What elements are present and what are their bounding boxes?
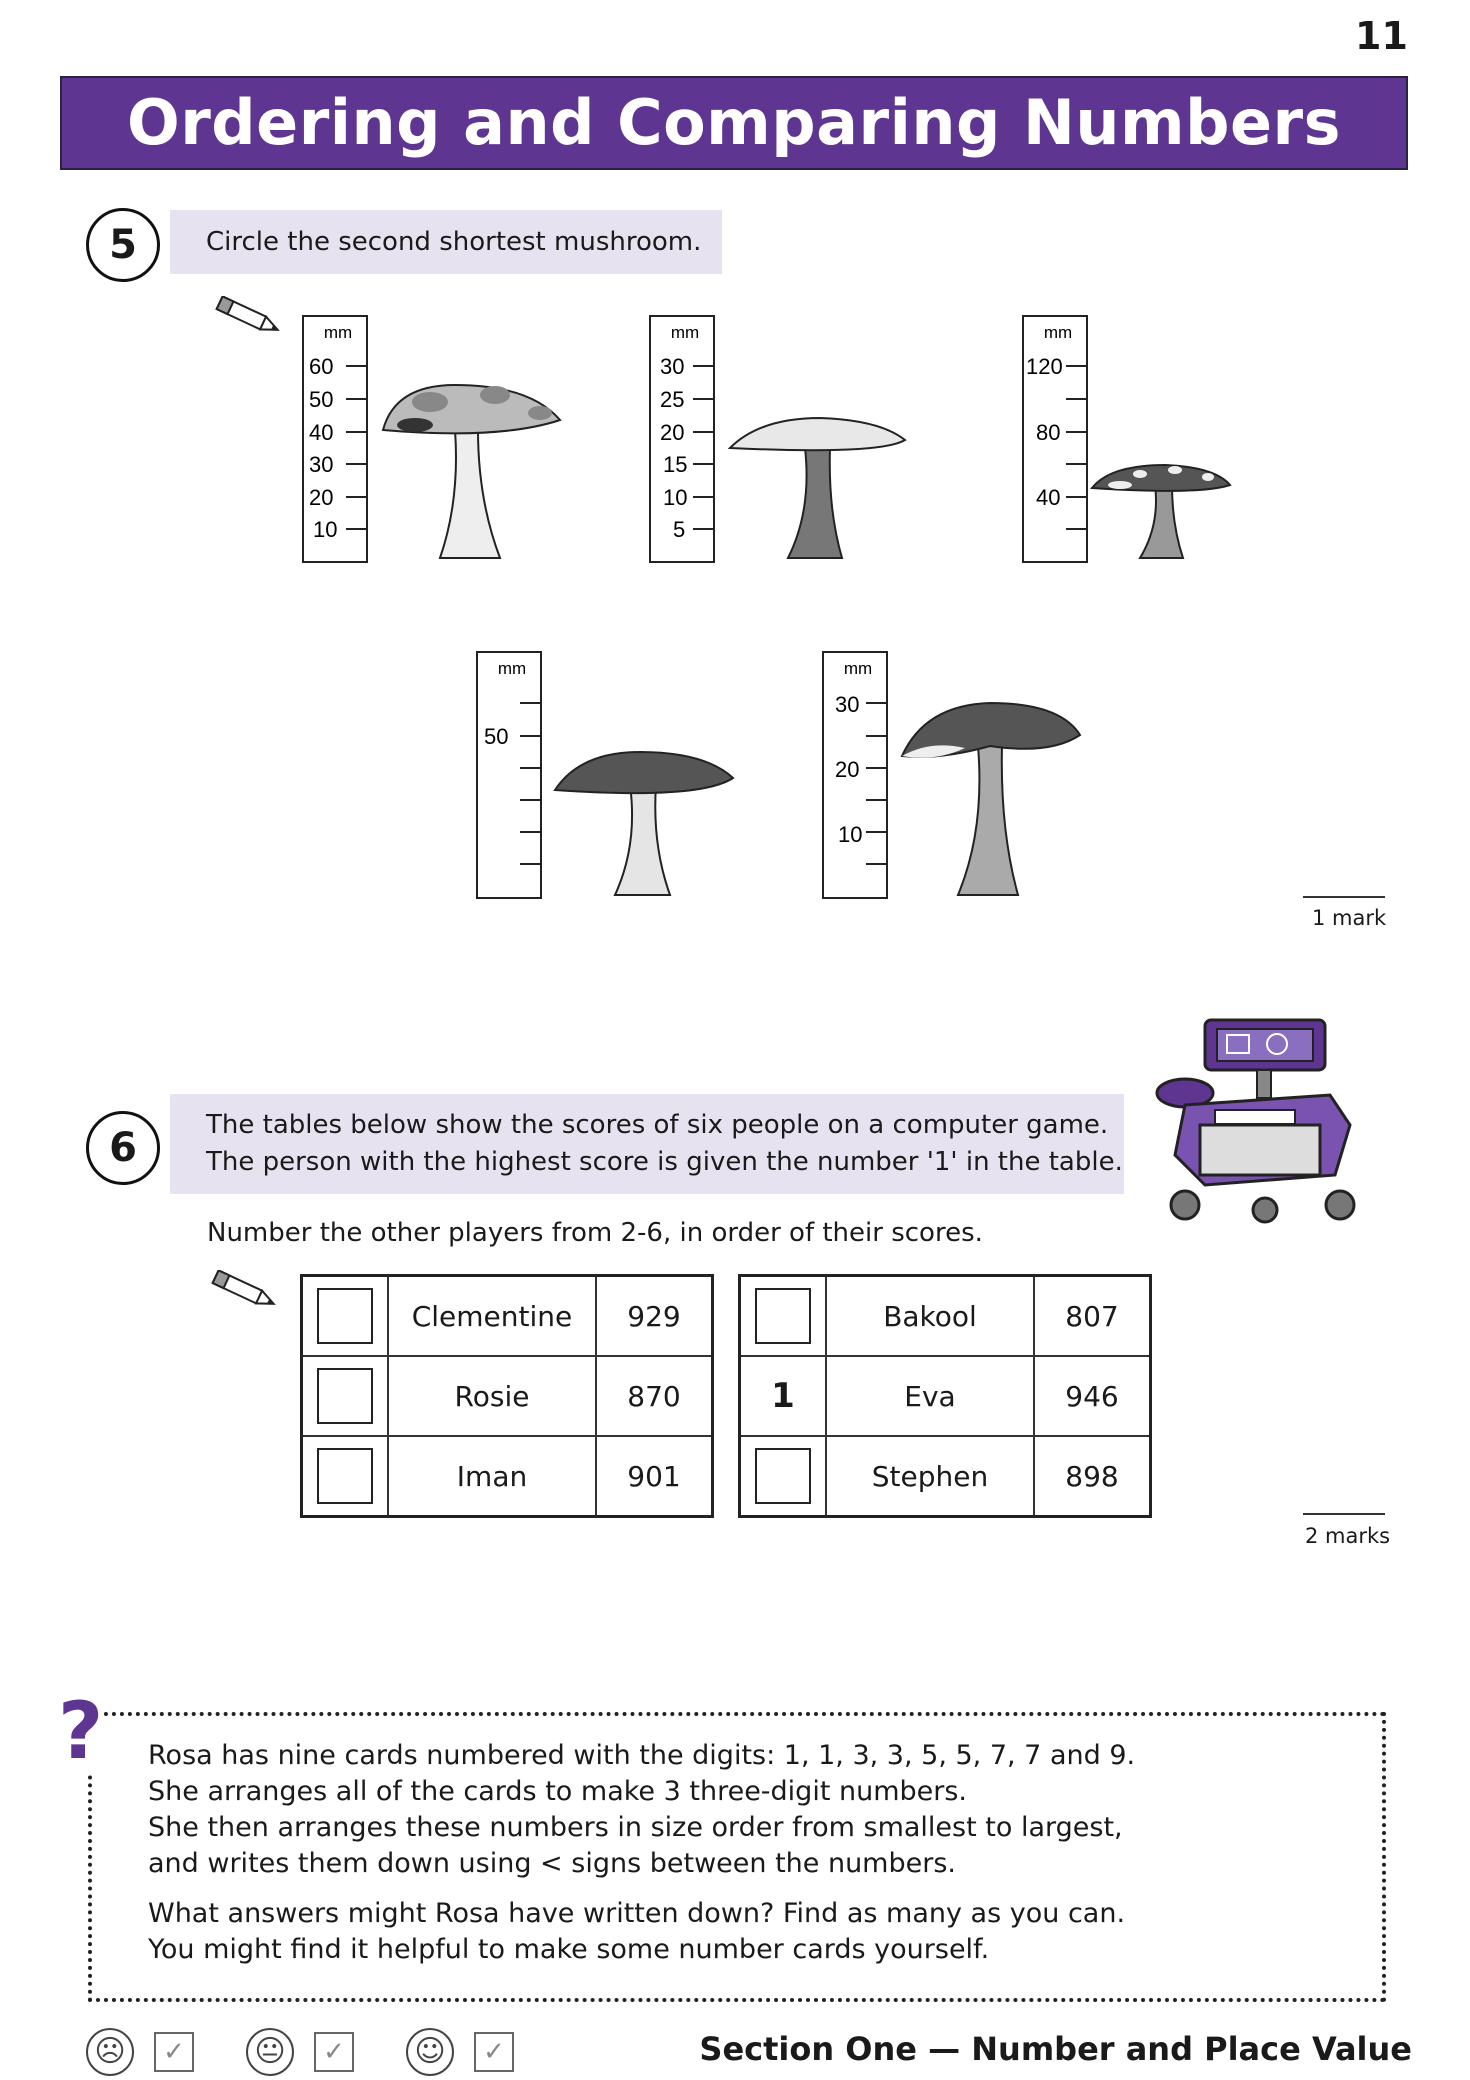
page-title: Ordering and Comparing Numbers xyxy=(60,76,1408,170)
ruler-3 xyxy=(1023,316,1087,562)
mushroom-4 xyxy=(555,752,733,895)
ruler-5 xyxy=(823,652,887,898)
ruler-1 xyxy=(303,316,367,562)
ruler-4-tick-label: 50 xyxy=(484,724,509,749)
q5-mark-label: 1 mark xyxy=(1312,906,1387,930)
question-5-number: 5 xyxy=(86,208,160,282)
scores-table-left xyxy=(300,1274,714,1518)
ruler-1-tick-label: 40 xyxy=(309,420,334,445)
player-score: 946 xyxy=(1034,1356,1151,1436)
q6-mark-line xyxy=(1303,1513,1385,1515)
rank-cell[interactable] xyxy=(740,1436,827,1517)
mushroom-figures xyxy=(0,0,1470,960)
rank-given: 1 xyxy=(740,1356,827,1436)
table-row xyxy=(740,1276,1151,1357)
player-score: 870 xyxy=(596,1356,713,1436)
question-6-prompt xyxy=(170,1094,1124,1194)
happy-face-icon[interactable]: ☺ xyxy=(406,2028,454,2076)
ruler-4-unit: mm xyxy=(497,659,527,678)
challenge-text-line: What answers might Rosa have written down? Find as many as you can. xyxy=(148,1898,1126,1929)
challenge-text-line: You might find it helpful to make some number cards yourself. xyxy=(148,1934,990,1965)
neutral-face-icon[interactable]: 😐 xyxy=(246,2028,294,2076)
question-6-prompt-line-2: The person with the highest score is given the number '1' in the table. xyxy=(206,1147,1123,1177)
q5-mark-line xyxy=(1303,896,1385,898)
table-row xyxy=(740,1436,1151,1517)
ruler-5-tick-label: 10 xyxy=(838,822,863,847)
question-mark-icon: ? xyxy=(58,1687,104,1777)
ruler-1-tick-label: 20 xyxy=(309,485,334,510)
rank-answer-box[interactable] xyxy=(755,1288,811,1344)
ruler-2-tick-label: 5 xyxy=(673,517,686,542)
question-6-prompt-line-1: The tables below show the scores of six people on a computer game. xyxy=(206,1110,1109,1140)
ruler-2-tick-label: 20 xyxy=(660,420,685,445)
mushroom-2 xyxy=(730,418,905,558)
rank-answer-box[interactable] xyxy=(317,1448,373,1504)
player-name: Iman xyxy=(388,1436,596,1517)
ruler-2-tick-label: 30 xyxy=(660,354,685,379)
player-name: Stephen xyxy=(826,1436,1034,1517)
player-score: 898 xyxy=(1034,1436,1151,1517)
checkbox-tick-icon[interactable]: ✓ xyxy=(314,2032,354,2072)
checkbox-tick-icon[interactable]: ✓ xyxy=(474,2032,514,2072)
ruler-3-tick-label: 80 xyxy=(1036,420,1061,445)
scores-table-right xyxy=(738,1274,1152,1518)
challenge-text-line: She arranges all of the cards to make 3 three-digit numbers. xyxy=(148,1776,968,1807)
rank-answer-box[interactable] xyxy=(317,1368,373,1424)
ruler-5-tick-label: 30 xyxy=(835,692,860,717)
ruler-4 xyxy=(477,652,541,898)
ruler-3-unit: mm xyxy=(1043,323,1073,342)
player-name: Eva xyxy=(826,1356,1034,1436)
ruler-2-unit: mm xyxy=(670,323,700,342)
challenge-text-line: She then arranges these numbers in size order from smallest to largest, xyxy=(148,1812,1123,1843)
table-row xyxy=(302,1436,713,1517)
player-score: 901 xyxy=(596,1436,713,1517)
ruler-5-tick-label: 20 xyxy=(835,757,860,782)
checkbox-tick-icon[interactable]: ✓ xyxy=(154,2032,194,2072)
rank-cell[interactable] xyxy=(302,1276,389,1357)
player-name: Rosie xyxy=(388,1356,596,1436)
ruler-1-unit: mm xyxy=(323,323,353,342)
section-footer: Section One — Number and Place Value xyxy=(699,2030,1412,2068)
player-name: Bakool xyxy=(826,1276,1034,1357)
ruler-2-tick-label: 15 xyxy=(663,452,688,477)
table-row xyxy=(740,1356,1151,1436)
player-score: 807 xyxy=(1034,1276,1151,1357)
rank-answer-box[interactable] xyxy=(755,1448,811,1504)
q6-mark-label: 2 marks xyxy=(1305,1524,1391,1548)
rank-cell[interactable] xyxy=(302,1356,389,1436)
ruler-3-tick-label: 40 xyxy=(1036,485,1061,510)
player-score: 929 xyxy=(596,1276,713,1357)
rank-answer-box[interactable] xyxy=(317,1288,373,1344)
rank-cell[interactable] xyxy=(740,1276,827,1357)
mushroom-3 xyxy=(1092,465,1230,558)
ruler-5-unit: mm xyxy=(843,659,873,678)
ruler-3-tick-label: 120 xyxy=(1026,354,1063,379)
page-number: 11 xyxy=(1355,14,1408,58)
challenge-text-line: Rosa has nine cards numbered with the digits: 1, 1, 3, 3, 5, 5, 7, 7 and 9. xyxy=(148,1740,1136,1771)
robot-illustration xyxy=(1145,1015,1370,1235)
question-6-instruction: Number the other players from 2-6, in order of their scores. xyxy=(207,1218,983,1248)
ruler-2-tick-label: 25 xyxy=(660,387,685,412)
question-5-prompt: Circle the second shortest mushroom. xyxy=(170,210,722,274)
ruler-1-tick-label: 10 xyxy=(313,517,338,542)
challenge-text-line: and writes them down using < signs between the numbers. xyxy=(148,1848,956,1879)
player-name: Clementine xyxy=(388,1276,596,1357)
table-row xyxy=(302,1356,713,1436)
sad-face-icon[interactable]: ☹ xyxy=(86,2028,134,2076)
rank-cell[interactable] xyxy=(302,1436,389,1517)
question-6-number: 6 xyxy=(86,1111,160,1185)
ruler-1-tick-label: 30 xyxy=(309,452,334,477)
table-row xyxy=(302,1276,713,1357)
ruler-1-tick-label: 50 xyxy=(309,387,334,412)
mushroom-5 xyxy=(902,703,1080,895)
challenge-box xyxy=(88,1712,1386,2002)
pencil-icon xyxy=(206,1270,286,1314)
mushroom-1 xyxy=(383,385,560,558)
ruler-2 xyxy=(650,316,714,562)
ruler-1-tick-label: 60 xyxy=(309,354,334,379)
ruler-2-tick-label: 10 xyxy=(663,485,688,510)
